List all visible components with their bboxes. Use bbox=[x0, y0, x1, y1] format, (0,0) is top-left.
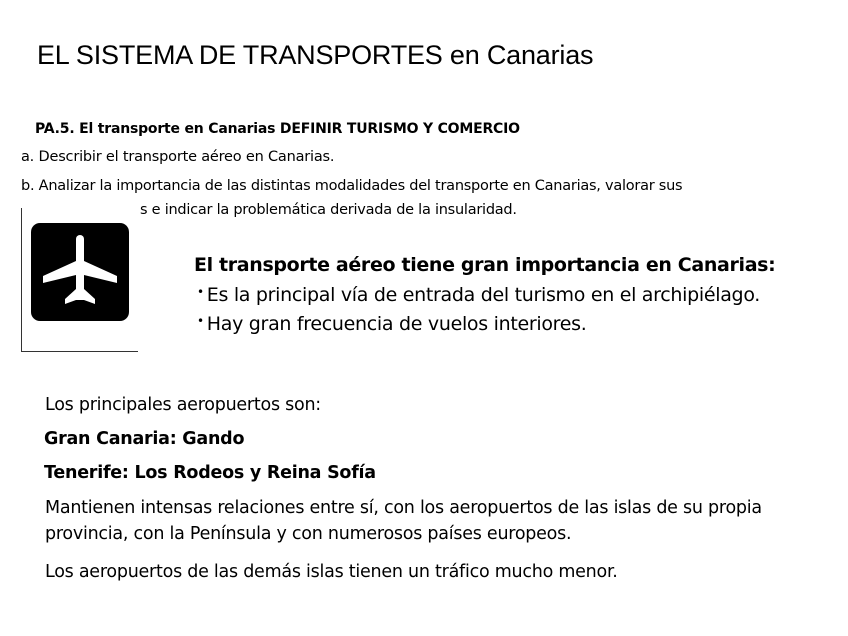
air-transport-heading: El transporte aéreo tiene gran importancia en Canarias: bbox=[194, 254, 776, 276]
page-title: EL SISTEMA DE TRANSPORTES en Canarias bbox=[37, 40, 594, 70]
bullet-icon: • bbox=[197, 314, 204, 328]
bullet-text: Es la principal vía de entrada del turismo en el archipiélago. bbox=[206, 284, 761, 306]
airport-gran-canaria: Gran Canaria: Gando bbox=[44, 429, 245, 449]
airport-tenerife: Tenerife: Los Rodeos y Reina Sofía bbox=[44, 463, 376, 483]
other-airports: Los aeropuertos de las demás islas tienen un tráfico mucho menor. bbox=[45, 562, 618, 582]
objective-b-line1: b. Analizar la importancia de las distintas modalidades del transporte en Canarias, valorar sus bbox=[21, 178, 683, 194]
relations-line1: Mantienen intensas relaciones entre sí, con los aeropuertos de las islas de su propia bbox=[45, 498, 762, 518]
objective-b-line2: s e indicar la problemática derivada de la insularidad. bbox=[140, 202, 517, 218]
relations-line2: provincia, con la Península y con numerosos países europeos. bbox=[45, 524, 572, 544]
airplane-icon-frame bbox=[21, 208, 138, 352]
list-item bbox=[197, 284, 760, 306]
airports-intro: Los principales aeropuertos son: bbox=[45, 395, 321, 415]
bullet-icon: • bbox=[197, 285, 204, 299]
bullet-text: Hay gran frecuencia de vuelos interiores. bbox=[206, 313, 587, 335]
airplane-icon bbox=[31, 223, 129, 321]
objectives-heading: PA.5. El transporte en Canarias DEFINIR TURISMO Y COMERCIO bbox=[35, 121, 520, 137]
list-item bbox=[197, 313, 587, 335]
objective-a: a. Describir el transporte aéreo en Canarias. bbox=[21, 149, 335, 165]
